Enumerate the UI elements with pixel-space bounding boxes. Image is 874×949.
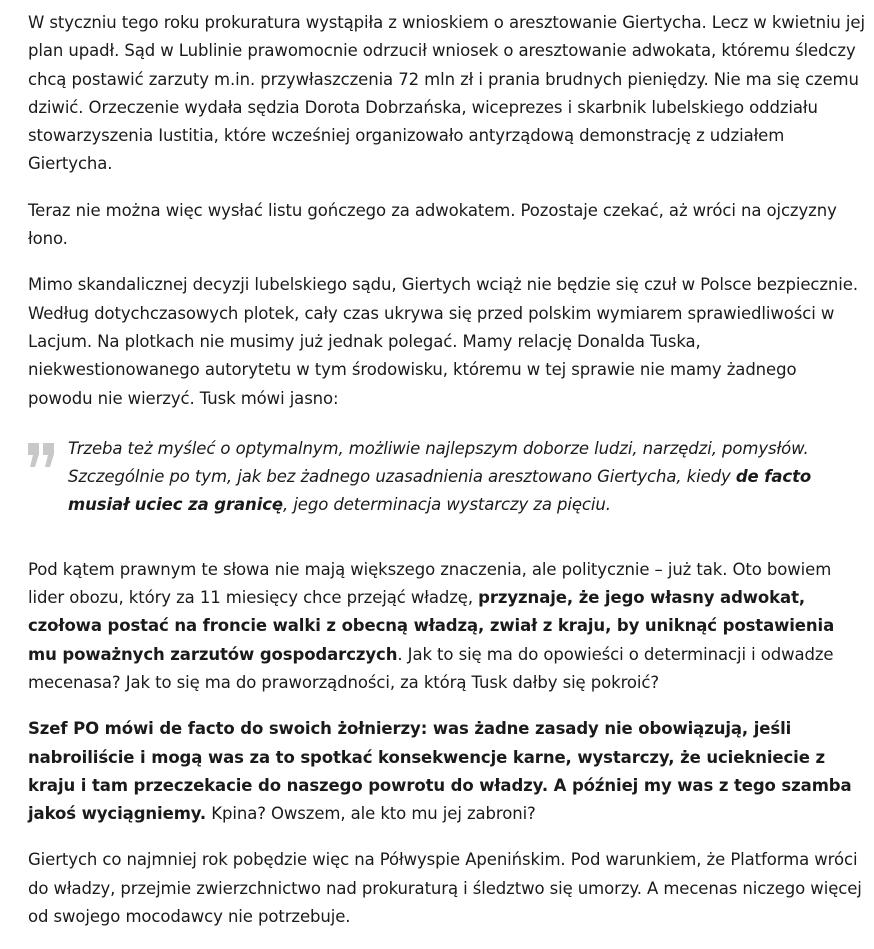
paragraph-text: Mimo skandalicznej decyzji lubelskiego sądu, Giertych wciąż nie będzie się czuł w Polsce bezpiecznie. Według dotychczasowych plotek, cały czas ukrywa się przed polskim wymiarem sprawiedliwości w Lacjum. Na plotkach nie musimy już jednak polegać. Mamy relację Donalda Tuska, niekwestionowanego autorytetu w tym środowisku, któremu w tej sprawie nie mamy żadnego powodu nie wierzyć. Tusk mówi jasno: (28, 275, 858, 408)
paragraph-text: W styczniu tego roku prokuratura wystąpiła z wnioskiem o aresztowanie Giertycha. Lecz w kwietniu jej plan upadł. Sąd w Lublinie prawomocnie odrzucił wniosek o aresztowanie adwokata, któremu śledczy chcą postawić zarzuty m.in. przywłaszczenia 72 mln zł i prania brudnych pieniędzy. Nie ma się czemu dziwić. Orzeczenie wydała sędzia Dorota Dobrzańska, wiceprezes i skarbnik lubelskiego oddziału stowarzyszenia Iustitia, które wcześniej organizowało antyrządową demonstrację z udziałem Giertycha. (28, 13, 865, 174)
paragraph-5 (28, 715, 866, 828)
paragraph-text: Giertych co najmniej rok pobędzie więc na Półwyspie Apenińskim. Pod warunkiem, że Platforma wróci do władzy, przejmie zwierzchnictwo nad prokuraturą i śledztwo się umorzy. A mecenas niczego więcej od swojego mocodawcy nie potrzebuje. (28, 850, 862, 927)
paragraph-text: Pod kątem prawnym te słowa nie mają większego znaczenia, ale politycznie – już tak. Oto bowiem lider obozu, który za 11 miesięcy chce przejąć władzę, (28, 559, 832, 608)
paragraph-text-bold: przyznaje, że jego własny adwokat, czołowa postać na froncie walki z obecną władzą, zwiał z kraju, by uniknąć postawienia mu poważnych zarzutów gospodarczych (28, 588, 835, 664)
quote-mark-icon (28, 443, 56, 467)
quote-text: Trzeba też myśleć o optymalnym, możliwie najlepszym doborze ludzi, narzędzi, pomysłów. Szczególnie po tym, jak bez żadnego uzasadnienia aresztowano Giertycha, kiedy (68, 438, 809, 487)
paragraph-4 (28, 556, 866, 697)
blockquote (28, 435, 866, 520)
paragraph-text: Teraz nie można więc wysłać listu gończego za adwokatem. Pozostaje czekać, aż wróci na ojczyzny łono. (28, 200, 837, 249)
paragraph-3 (28, 271, 866, 412)
paragraph-2 (28, 197, 866, 254)
paragraph-text: Kpina? Owszem, ale kto mu jej zabroni? (206, 804, 536, 824)
quote-text: , jego determinacja wystarczy za pięciu. (283, 495, 611, 515)
paragraph-1 (28, 9, 866, 179)
quote-text-bold: de facto musiał uciec za granicę (68, 467, 812, 515)
paragraph-text-bold: Szef PO mówi de facto do swoich żołnierzy: was żadne zasady nie obowiązują, jeśli nabroiliście i mogą was za to spotkać konsekwencje karne, wystarczy, że uciekniecie z kraju i tam przeczekacie do naszego powrotu do władzy. A później my was z tego szamba jakoś wyciągniemy. (28, 719, 852, 824)
paragraph-6 (28, 846, 866, 931)
paragraph-text: . Jak to się ma do opowieści o determinacji i odwadze mecenasa? Jak to się ma do praworządności, za którą Tusk dałby się pokroić? (28, 644, 834, 692)
